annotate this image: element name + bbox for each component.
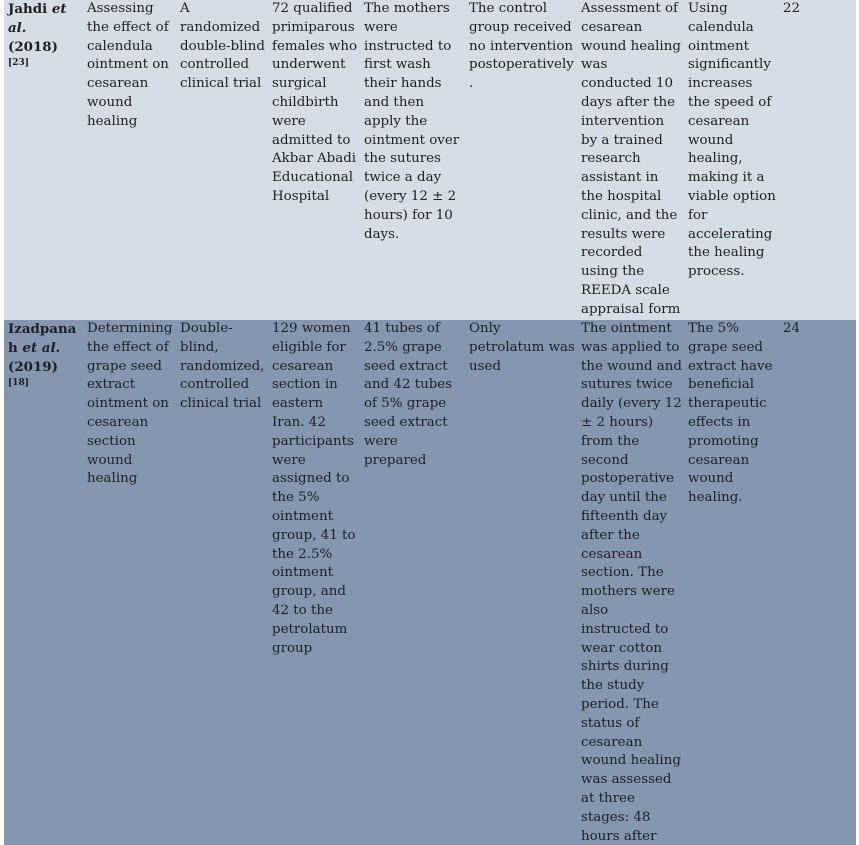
author-cell: Izadpanah et al. (2019) [18] xyxy=(8,321,77,389)
aim-cell: Assessing the effect of calendula ointment on cesarean wound healing xyxy=(87,1,169,129)
score-cell: 22 xyxy=(783,1,801,16)
score-cell: 24 xyxy=(783,321,801,336)
table-row xyxy=(4,320,856,845)
results-cell: The 5% grape seed extract have beneficial therapeutic effects in promoting cesarean wound healing. xyxy=(688,321,773,506)
participants-cell: 129 women eligible for cesarean section in eastern Iran. 42 participants were assigned to the 5% ointment group, 41 to the 2.5% ointment group, and 42 to the petrolatum group xyxy=(272,321,356,656)
control-cell: Only petrolatum was used xyxy=(469,321,575,374)
intervention-cell: The mothers were instructed to first wash their hands and then apply the ointment over the sutures twice a day (every 12 ± 2 hours) for 10 days. xyxy=(364,1,460,242)
assessment-cell: Assessment of cesarean wound healing was conducted 10 days after the intervention by a trained research assistant in the hospital clinic, and the results were recorded using the REEDA scale appraisal form xyxy=(581,1,681,317)
assessment-cell: The ointment was applied to the wound and sutures twice daily (every 12 ± 2 hours) from the second postoperative day until the fifteenth day after the cesarean section. The mothers were also instructed to wear cotton shirts during the study period. The status of cesarean wound healing was assessed at three stages: 48 hours after xyxy=(581,321,682,844)
participants-cell: 72 qualified primiparous females who underwent surgical childbirth were admitted to Akbar Abadi Educational Hospital xyxy=(272,1,358,204)
intervention-cell: 41 tubes of 2.5% grape seed extract and 42 tubes of 5% grape seed extract were prepared xyxy=(364,321,453,468)
table-row xyxy=(4,0,856,320)
design-cell: A randomized double-blind controlled clinical trial xyxy=(180,1,265,92)
control-cell: The control group received no intervention postoperatively. xyxy=(469,1,574,92)
author-cell: Jahdi et al. (2018) [23] xyxy=(8,1,67,69)
aim-cell: Determining the effect of grape seed extract ointment on cesarean section wound healing xyxy=(87,321,173,487)
studies-table xyxy=(4,0,856,845)
design-cell: Double-blind, randomized, controlled clinical trial xyxy=(180,321,265,412)
results-cell: Using calendula ointment significantly increases the speed of cesarean wound healing, making it a viable option for accelerating the healing process. xyxy=(688,1,776,280)
